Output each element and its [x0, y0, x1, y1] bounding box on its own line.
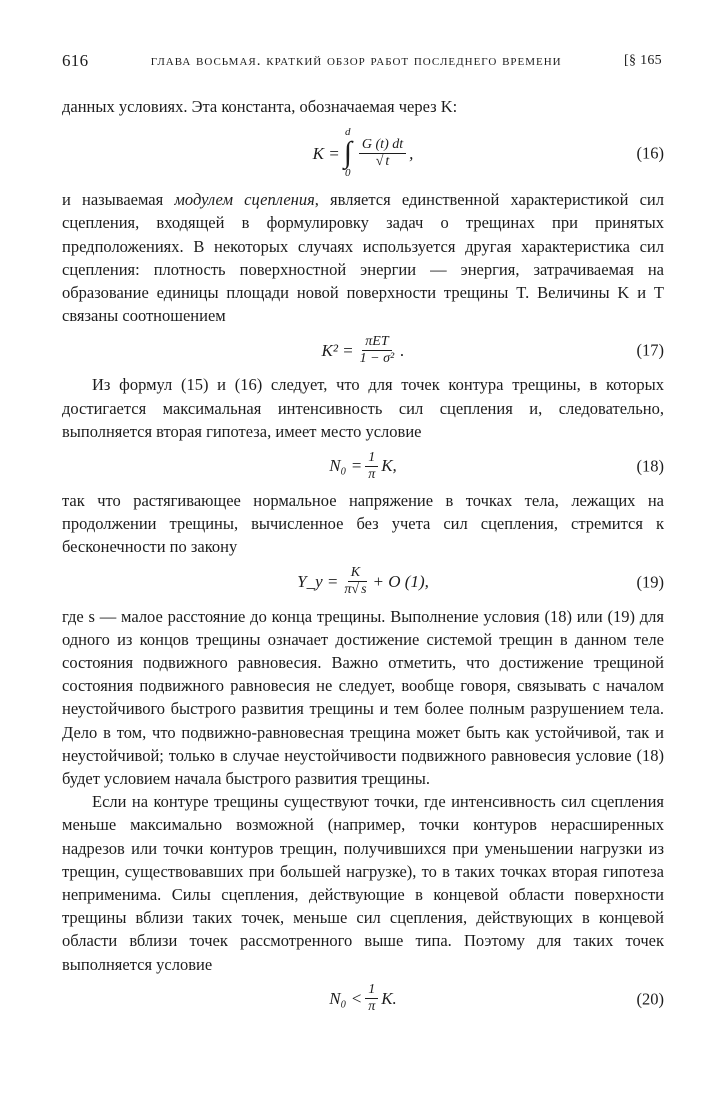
equation-number: (17): [636, 340, 664, 360]
paragraph: Если на контуре трещины существуют точки, где интенсивность сил сцепления меньше максимально возможной (например, точки контуров нерасширенных надрезов или точки контуров трещин, получившихся при уменьшении нагрузки из трещин, существовавших при большей нагрузке), то в таких точках вторая гипотеза неприменима. Силы сцепления, действующие в концевой области поверхности трещины вблизи таких точек, меньше сил сцепления, действующих в концевой области вблизи точек рассмотренного выше типа. Поэтому для таких точек выполняется условие: [62, 792, 664, 974]
section-marker: [§ 165: [624, 53, 662, 68]
equation-number: (19): [636, 572, 664, 592]
eq20-numerator: 1: [365, 982, 378, 999]
term-cohesion-modulus: модулем сцепления: [174, 190, 315, 210]
eq16-upper-limit: d: [345, 126, 351, 139]
eq16-lhs: K =: [312, 143, 340, 163]
equation-16: [62, 118, 664, 188]
equation-number: (16): [636, 143, 664, 163]
eq17-lhs: K² =: [321, 340, 354, 360]
eq20-fraction: [365, 982, 378, 1015]
eq18-denominator: π: [368, 466, 376, 482]
running-title: глава восьмая. краткий обзор работ последнего времени: [150, 53, 562, 69]
equation-18: [62, 443, 664, 489]
eq19-root: s: [361, 582, 367, 598]
equation-number: (18): [636, 456, 664, 476]
eq17-tail: .: [400, 340, 405, 360]
eq17-fraction: [357, 334, 398, 367]
page-header: [62, 52, 662, 70]
equation-17: [62, 327, 664, 373]
equation-19: [62, 559, 664, 605]
eq20-tail: K.: [381, 989, 397, 1009]
eq16-lower-limit: 0: [345, 167, 351, 180]
paragraph: данных условиях. Эта константа, обозначаемая через K:: [62, 97, 458, 116]
eq18-lhs: N₀ =: [329, 456, 363, 476]
eq18-tail: K,: [381, 456, 397, 476]
paragraph: и называемая модулем сцепления, является единственной характеристикой сил сцепления, входящей в формулировку задач о трещинах при принятых предположениях. В некоторых случаях используется другая характеристика сил сцепления: плотность поверхностной энергии — энергия, затрачиваемая на образование единицы площади новой поверхности трещины T. Величины K и T связаны соотношением: [62, 190, 664, 326]
eq16-tail: ,: [409, 143, 414, 163]
equation-number: (20): [636, 989, 664, 1009]
eq16-fraction: $\frac{G (t) dt}{√ t}$: [359, 137, 406, 170]
paragraph: Из формул (15) и (16) следует, что для точек контура трещины, в которых достигается максимальная интенсивность сил сцепления и, следовательно, выполняется вторая гипотеза, имеет место условие: [62, 375, 664, 441]
page-number: 616: [62, 51, 89, 70]
eq17-numerator: πET: [362, 334, 391, 351]
paragraph: где s — малое расстояние до конца трещины. Выполнение условия (18) или (19) для одного из концов трещины означает достижение системой трещин в данном теле состояния подвижного равновесия. Важно отметить, что достижение трещиной состояния подвижного равновесия не следует, вообще говоря, связывать с началом неустойчивого быстрого развития трещины и тем более полным разрушением тела. Дело в том, что подвижно-равновесная трещина может быть как устойчивой, так и неустойчивой; только в случае неустойчивости подвижного равновесия условие (18) будет условием начала быстрого развития трещины.: [62, 606, 664, 789]
eq20-denominator: π: [368, 999, 376, 1015]
eq18-fraction: [365, 450, 378, 483]
eq16-denominator: t: [385, 153, 390, 169]
equation-20: [62, 976, 664, 1022]
eq17-denominator: 1 − σ²: [359, 350, 395, 366]
eq19-denominator: π: [344, 582, 352, 598]
eq19-numerator: K: [348, 565, 363, 582]
paragraph: так что растягивающее нормальное напряжение в точках тела, лежащих на продолжении трещины, вычисленное без учета сил сцепления, стремится к бесконечности по закону: [62, 491, 664, 557]
eq19-lhs: Y_y =: [297, 572, 339, 592]
eq20-lhs: N₀ <: [329, 989, 363, 1009]
body-text: [62, 95, 664, 1022]
eq18-numerator: 1: [365, 450, 378, 467]
integral-sign: d ∫ 0: [343, 126, 352, 180]
eq16-numerator: G (t) dt: [359, 137, 406, 154]
eq19-tail: + O (1),: [372, 572, 429, 592]
eq19-fraction: $\frac{K}{\pi√ s}$: [344, 565, 367, 598]
